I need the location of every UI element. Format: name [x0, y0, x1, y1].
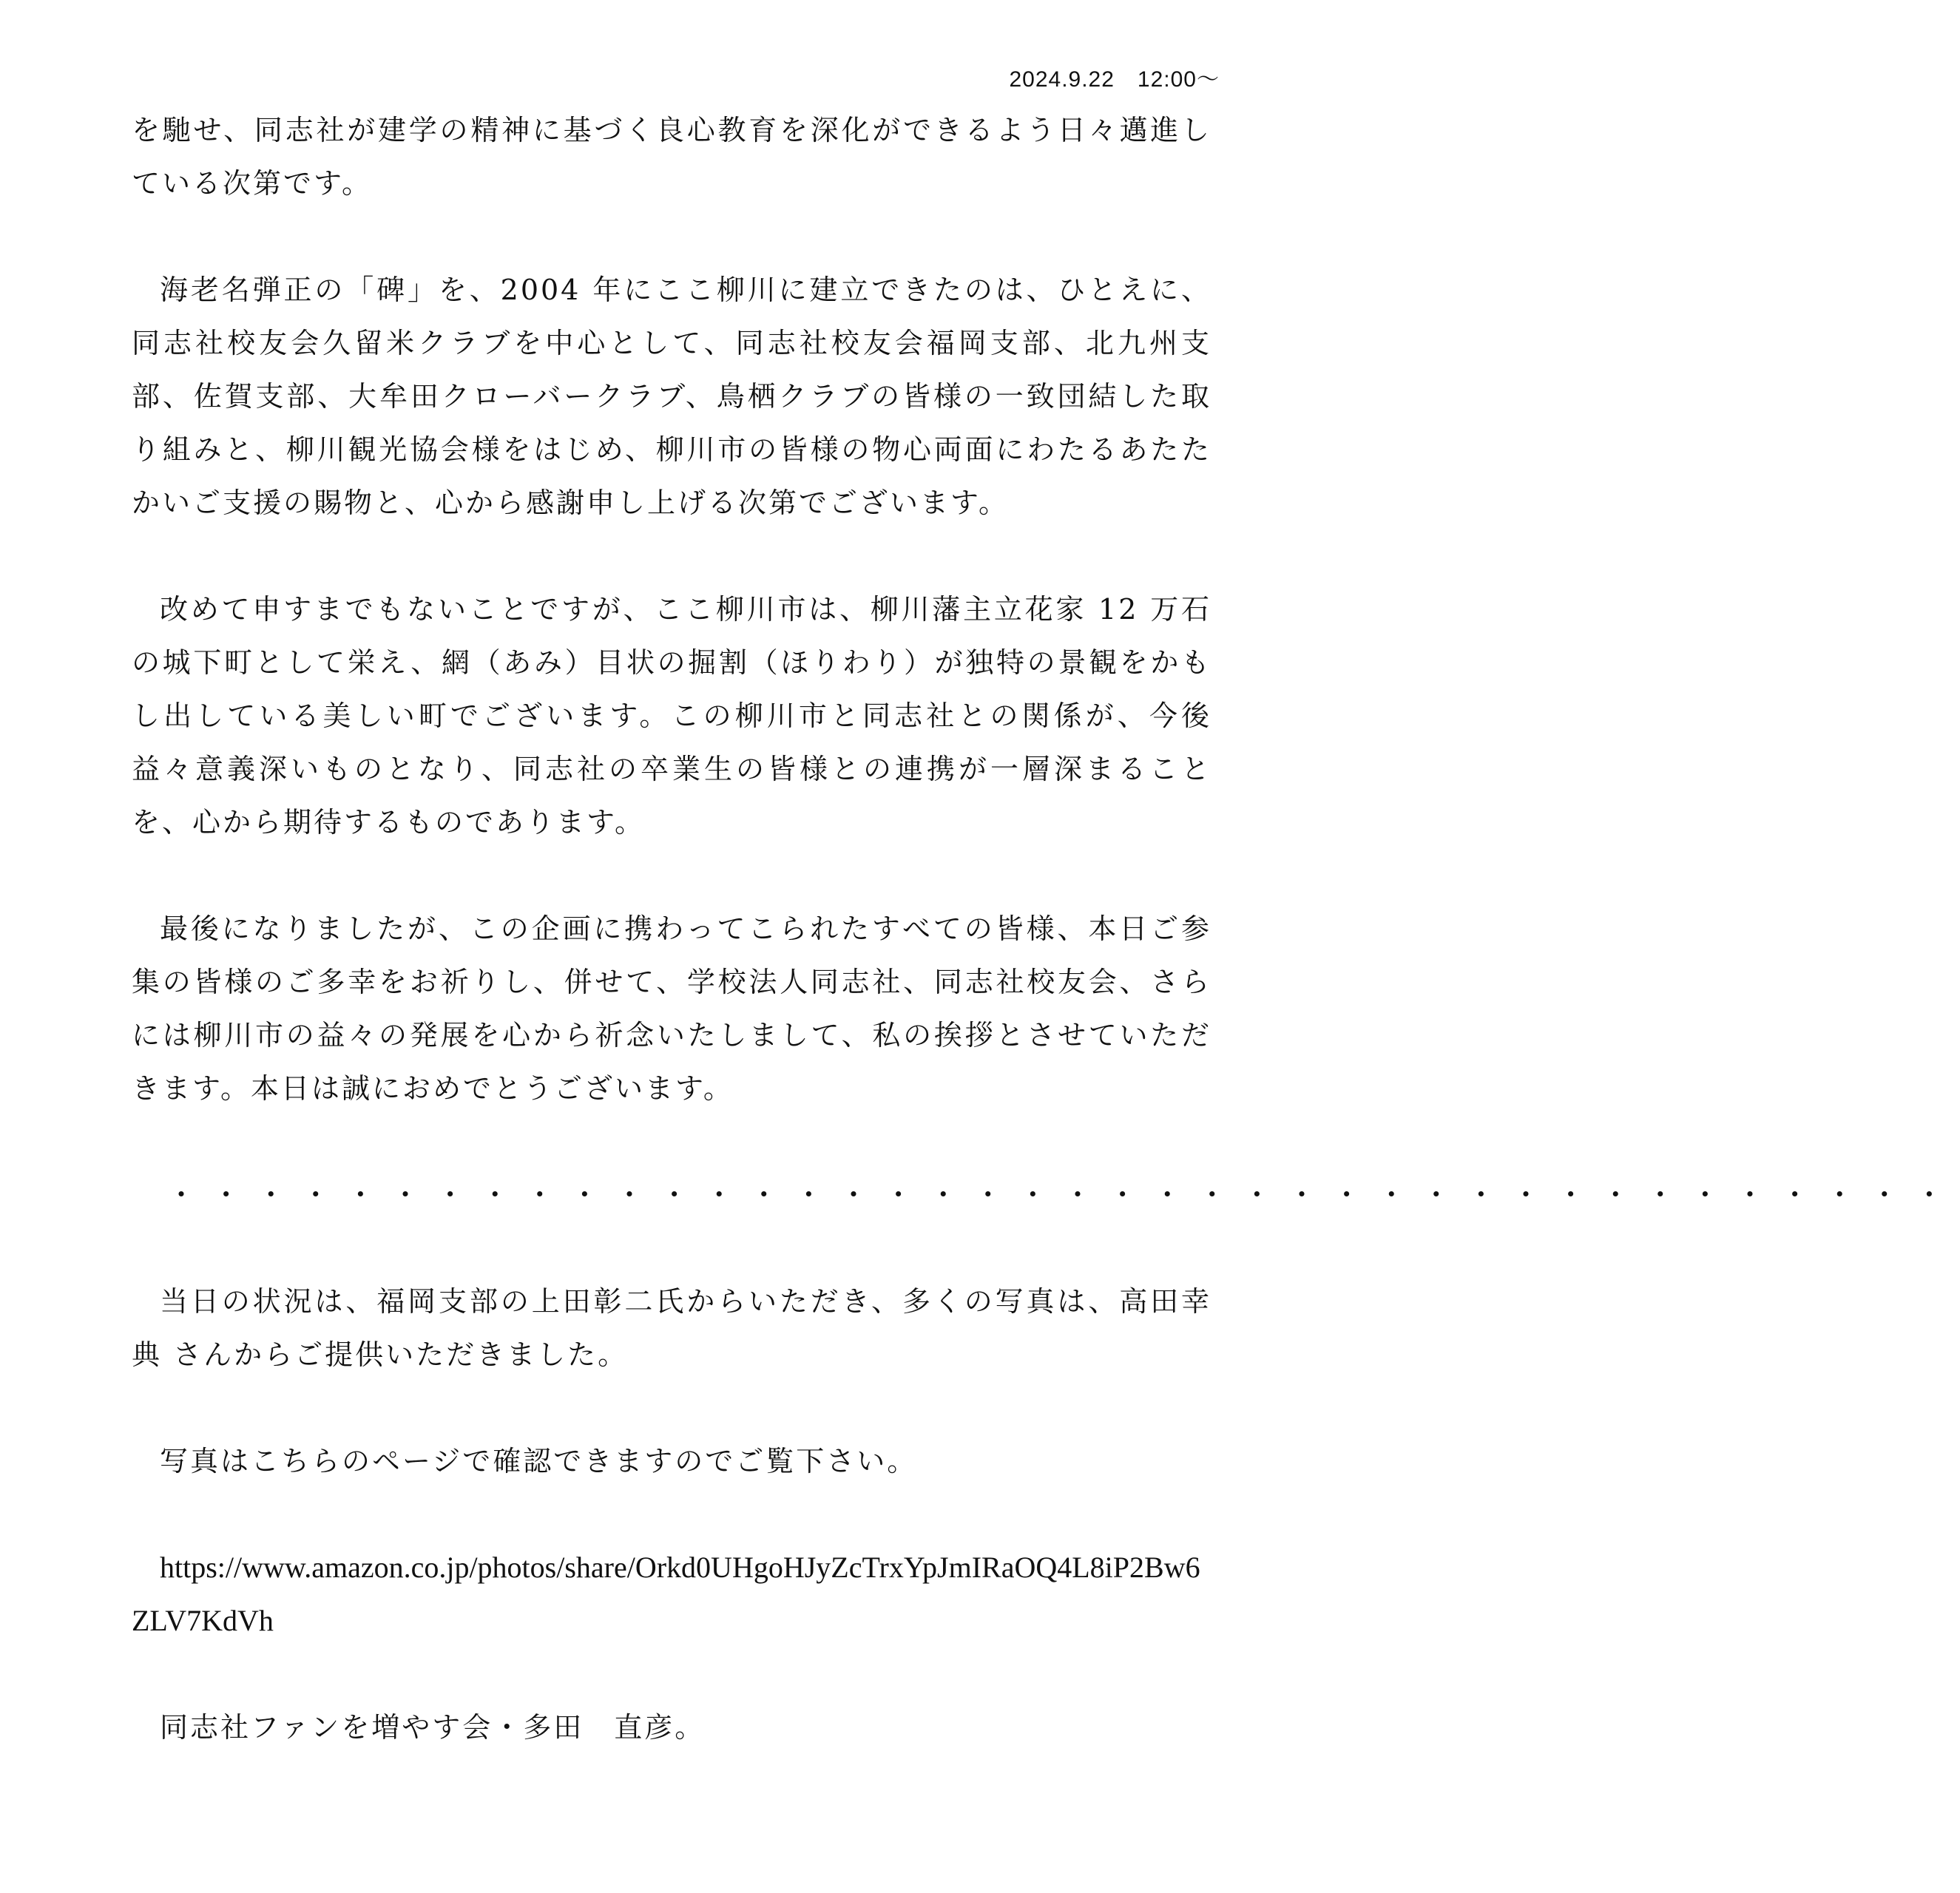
date-time-header: 2024.9.22 12:00～: [1009, 67, 1220, 92]
paragraph-gap: [132, 849, 1212, 902]
dotted-divider: ・・・・・・・・・・・・・・・・・・・・・・・・・・・・・・・・・・・・・・・・: [167, 1179, 1960, 1211]
paragraph-gap: [132, 1115, 1212, 1168]
paragraph-gap: [132, 1648, 1212, 1701]
paragraph-photo-note: 写真はこちらのページで確認できますのでご覧下さい。: [160, 1445, 918, 1477]
paragraph-gap: [132, 529, 1212, 583]
paragraph-continuation: を馳せ、同志社が建学の精神に基づく良心教育を深化ができるよう日々邁進している次第です。: [132, 114, 1212, 200]
paragraph-gap: [132, 1488, 1212, 1541]
document-body: [132, 104, 1960, 1754]
paragraph-report-credit: 当日の状況は、福岡支部の上田彰二氏からいただき、多くの写真は、高田幸典 さんからご提供いただきました。: [132, 1285, 1212, 1371]
paragraph-gap: [132, 210, 1212, 263]
paragraph-yanagawa: 改めて申すまでもないことですが、ここ柳川市は、柳川藩主立花家 12 万石の城下町として栄え、網（あみ）目状の掘割（ほりわり）が独特の景観をかもし出している美しい町でございます。この柳川市と同志社との関係が、今後益々意義深いものとなり、同志社の卒業生の皆様との連携が一層深まることを、心から期待するものであります。: [132, 593, 1212, 839]
paragraph-closing: 最後になりましたが、この企画に携わってこられたすべての皆様、本日ご参集の皆様のご多幸をお祈りし、併せて、学校法人同志社、同志社校友会、さらには柳川市の益々の発展を心から祈念いたしまして、私の挨拶とさせていただきます。本日は誠におめでとうございます。: [132, 912, 1212, 1105]
photo-album-link[interactable]: https://www.amazon.co.jp/photos/share/Orkd0UHgoHJyZcTrxYpJmIRaOQ4L8iP2Bw6ZLV7KdVh: [132, 1551, 1200, 1637]
paragraph-monument: 海老名弾正の「碑」を、2004 年にここ柳川に建立できたのは、ひとえに、同志社校友会久留米クラブを中心として、同志社校友会福岡支部、北九州支部、佐賀支部、大牟田クローバークラブ、鳥栖クラブの皆様の一致団結した取り組みと、柳川観光協会様をはじめ、柳川市の皆様の物心両面にわたるあたたかいご支援の賜物と、心から感謝申し上げる次第でございます。: [132, 274, 1212, 519]
signature: 同志社ファンを増やす会・多田 直彦。: [160, 1711, 706, 1744]
paragraph-gap: [132, 1222, 1212, 1275]
paragraph-gap: [132, 1381, 1212, 1435]
